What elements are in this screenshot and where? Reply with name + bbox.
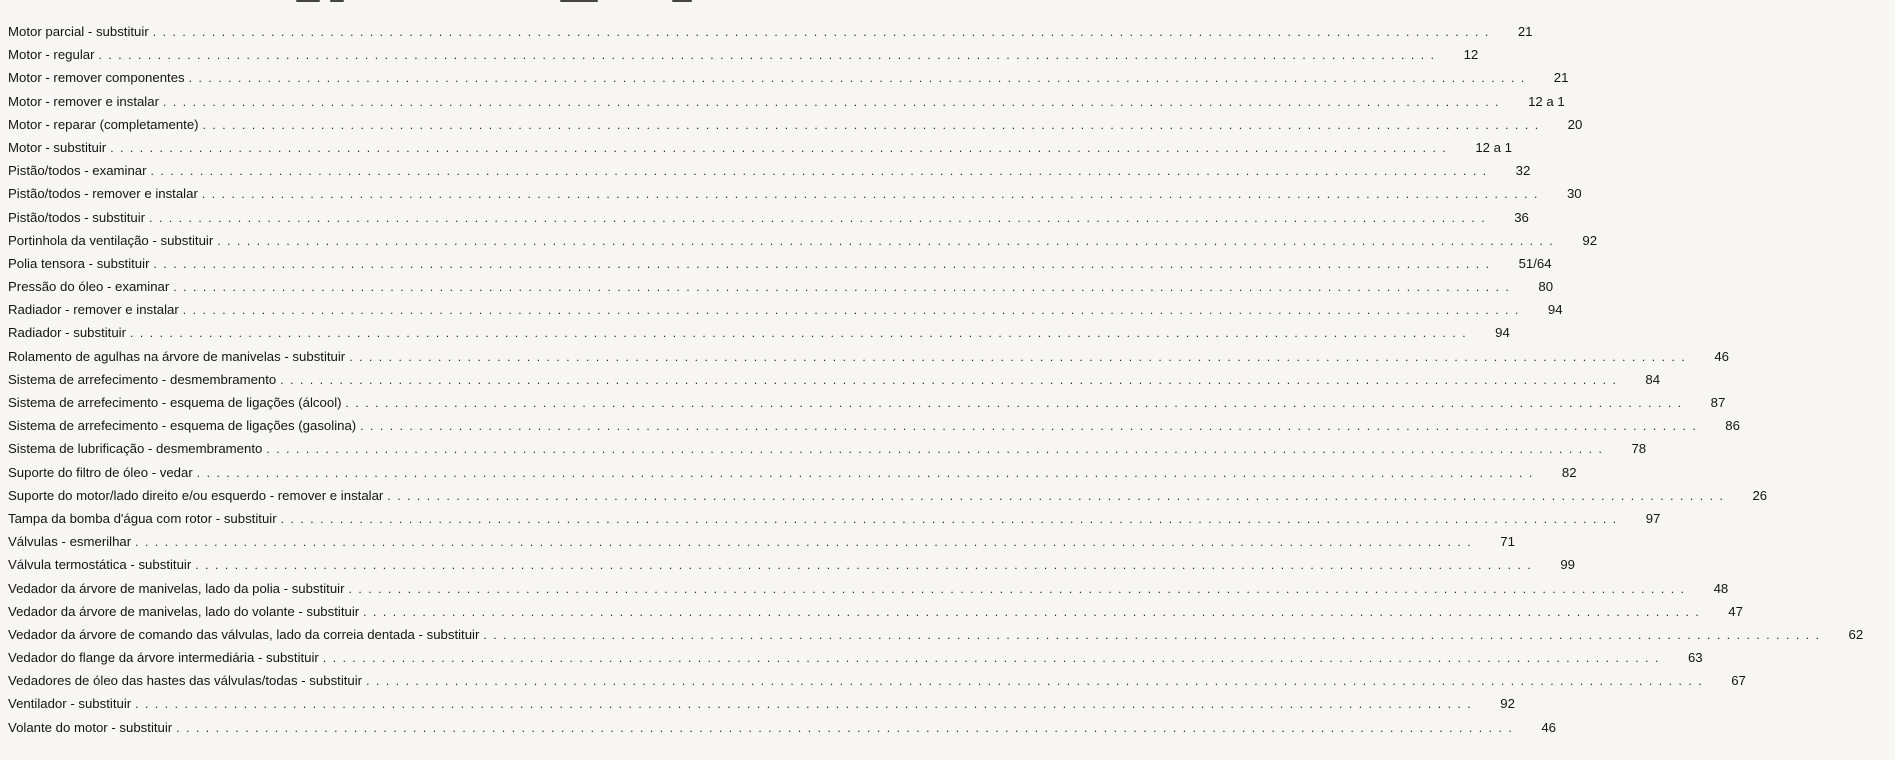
dot-leader xyxy=(195,554,1532,577)
scan-mark xyxy=(296,0,320,2)
entry-page: 94 xyxy=(1547,302,1563,318)
entry-label: Pistão/todos - substituir xyxy=(8,209,146,225)
dot-leader xyxy=(183,299,1520,322)
entry-page: 21 xyxy=(1553,70,1569,86)
entry-page: 21 xyxy=(1517,24,1533,39)
entry-page: 67 xyxy=(1731,673,1746,689)
dot-leader xyxy=(217,230,1554,253)
entry-label: Sistema de arrefecimento - esquema de ligações (álcool) xyxy=(8,395,342,410)
dot-leader xyxy=(110,137,1447,160)
entry-page: 94 xyxy=(1495,325,1510,341)
entry-page: 51/64 xyxy=(1518,255,1552,271)
index-entry xyxy=(8,252,1552,275)
dot-leader xyxy=(202,183,1539,206)
entry-label: Sistema de lubrificação - desmembramento xyxy=(8,441,263,457)
entry-page: 82 xyxy=(1561,464,1577,480)
index-entry xyxy=(8,623,1864,646)
index-entry xyxy=(8,461,1577,484)
dot-leader xyxy=(151,160,1488,183)
entry-label: Motor - substituir xyxy=(8,139,107,155)
entry-page: 63 xyxy=(1687,650,1703,666)
dot-leader xyxy=(203,114,1540,137)
entry-page: 71 xyxy=(1500,534,1515,550)
entry-page: 30 xyxy=(1566,186,1582,202)
index-entry xyxy=(8,437,1647,460)
index-list xyxy=(8,20,1864,739)
entry-page: 12 a 1 xyxy=(1528,93,1565,109)
dot-leader xyxy=(346,392,1683,415)
dot-leader xyxy=(173,276,1510,299)
entry-label: Pistão/todos - remover e instalar xyxy=(8,186,198,202)
dot-leader xyxy=(266,438,1603,461)
dot-leader xyxy=(483,624,1820,647)
dot-leader xyxy=(153,21,1490,44)
index-entry xyxy=(8,507,1661,530)
index-entry xyxy=(8,391,1726,414)
index-entry xyxy=(8,206,1529,229)
entry-label: Radiador - substituir xyxy=(8,325,127,341)
dot-leader xyxy=(366,670,1703,693)
entry-page: 20 xyxy=(1567,116,1583,132)
index-entry xyxy=(8,716,1556,739)
entry-page: 36 xyxy=(1514,209,1529,225)
entry-label: Vedador da árvore de manivelas, lado da polia - substituir xyxy=(8,580,345,596)
dot-leader xyxy=(176,717,1513,740)
index-entry xyxy=(8,321,1510,344)
index-entry xyxy=(8,90,1565,113)
entry-label: Vedador da árvore de comando das válvulas, lado da correia dentada - substituir xyxy=(8,626,480,642)
entry-page: 46 xyxy=(1541,719,1556,735)
entry-page: 26 xyxy=(1752,487,1768,503)
entry-label: Radiador - remover e instalar xyxy=(8,302,179,318)
scan-mark xyxy=(560,0,598,2)
dot-leader xyxy=(98,44,1435,67)
index-entry xyxy=(8,159,1531,182)
index-entry xyxy=(8,669,1746,692)
index-entry xyxy=(8,530,1515,553)
entry-page: 84 xyxy=(1645,371,1661,387)
dot-leader xyxy=(323,647,1660,670)
index-entry xyxy=(8,43,1479,66)
dot-leader xyxy=(189,67,1526,90)
index-entry xyxy=(8,345,1729,368)
index-entry xyxy=(8,113,1583,136)
entry-page: 92 xyxy=(1582,232,1598,248)
entry-page: 62 xyxy=(1848,626,1864,642)
entry-label: Pistão/todos - examinar xyxy=(8,163,147,179)
entry-label: Vedadores de óleo das hastes das válvulas/todas - substituir xyxy=(8,673,363,689)
dot-leader xyxy=(348,578,1685,601)
entry-label: Sistema de arrefecimento - esquema de ligações (gasolina) xyxy=(8,418,357,434)
entry-label: Vedador da árvore de manivelas, lado do volante - substituir xyxy=(8,603,360,619)
dot-leader xyxy=(280,369,1617,392)
entry-label: Suporte do motor/lado direito e/ou esquerdo - remover e instalar xyxy=(8,487,384,503)
index-entry xyxy=(8,136,1512,159)
entry-label: Ventilador - substituir xyxy=(8,696,132,712)
dot-leader xyxy=(387,485,1724,508)
entry-label: Motor - reparar (completamente) xyxy=(8,116,199,132)
entry-page: 86 xyxy=(1725,418,1740,434)
index-entry xyxy=(8,66,1569,89)
entry-page: 80 xyxy=(1538,279,1554,295)
index-entry xyxy=(8,20,1533,43)
index-entry xyxy=(8,692,1515,715)
dot-leader xyxy=(153,253,1490,276)
entry-page: 48 xyxy=(1713,580,1729,596)
entry-label: Rolamento de agulhas na árvore de manivelas - substituir xyxy=(8,348,346,364)
index-entry xyxy=(8,275,1554,298)
index-entry xyxy=(8,229,1598,252)
entry-label: Suporte do filtro de óleo - vedar xyxy=(8,464,193,480)
index-entry xyxy=(8,368,1661,391)
entry-page: 87 xyxy=(1710,395,1726,410)
entry-page: 12 xyxy=(1463,47,1479,63)
dot-leader xyxy=(149,207,1486,230)
entry-page: 12 a 1 xyxy=(1475,139,1512,155)
entry-page: 92 xyxy=(1500,696,1515,712)
entry-label: Válvula termostática - substituir xyxy=(8,557,192,573)
dot-leader xyxy=(349,346,1686,369)
entry-label: Portinhola da ventilação - substituir xyxy=(8,232,214,248)
entry-label: Sistema de arrefecimento - desmembramento xyxy=(8,371,277,387)
dot-leader xyxy=(135,693,1472,716)
entry-page: 97 xyxy=(1645,510,1661,526)
dot-leader xyxy=(281,508,1618,531)
entry-page: 46 xyxy=(1714,348,1729,364)
entry-label: Válvulas - esmerilhar xyxy=(8,534,132,550)
entry-label: Polia tensora - substituir xyxy=(8,255,150,271)
index-entry xyxy=(8,414,1740,437)
entry-label: Volante do motor - substituir xyxy=(8,719,173,735)
entry-page: 99 xyxy=(1560,557,1576,573)
index-entry xyxy=(8,298,1563,321)
dot-leader xyxy=(130,322,1467,345)
scan-mark xyxy=(330,0,344,2)
entry-label: Motor parcial - substituir xyxy=(8,24,149,39)
dot-leader xyxy=(197,462,1534,485)
entry-label: Vedador do flange da árvore intermediária - substituir xyxy=(8,650,319,666)
entry-page: 32 xyxy=(1515,163,1531,179)
index-entry xyxy=(8,553,1576,576)
index-entry xyxy=(8,600,1743,623)
entry-label: Pressão do óleo - examinar xyxy=(8,279,170,295)
dot-leader xyxy=(360,415,1697,438)
entry-label: Motor - remover componentes xyxy=(8,70,185,86)
entry-label: Motor - remover e instalar xyxy=(8,93,159,109)
dot-leader xyxy=(135,531,1472,554)
index-entry xyxy=(8,646,1703,669)
index-entry xyxy=(8,182,1582,205)
entry-page: 47 xyxy=(1728,603,1743,619)
dot-leader xyxy=(363,601,1700,624)
entry-label: Tampa da bomba d'água com rotor - substituir xyxy=(8,510,277,526)
entry-label: Motor - regular xyxy=(8,47,95,63)
index-entry xyxy=(8,577,1729,600)
dot-leader xyxy=(163,91,1500,114)
index-entry xyxy=(8,484,1768,507)
entry-page: 78 xyxy=(1631,441,1647,457)
scan-mark xyxy=(672,0,692,2)
